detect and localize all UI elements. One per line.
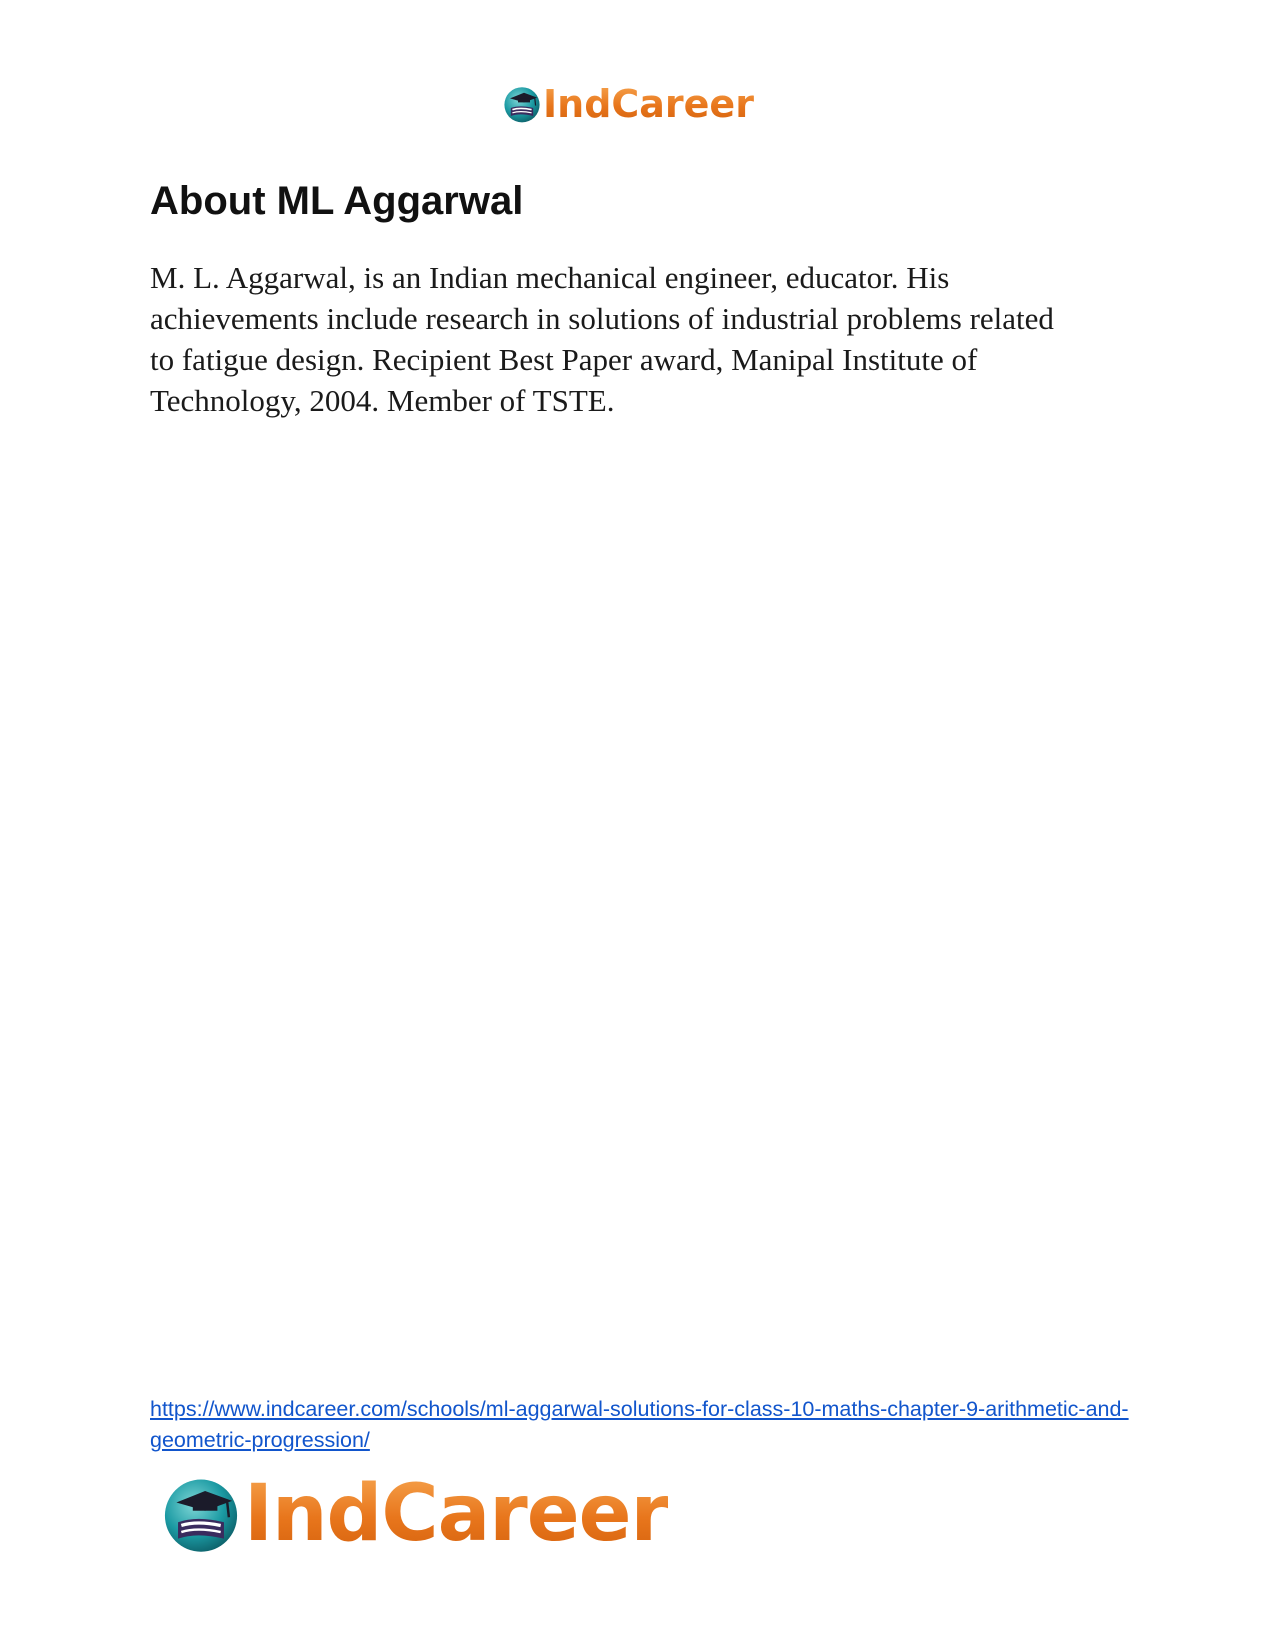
about-paragraph: M. L. Aggarwal, is an Indian mechanical engineer, educator. His achievements include research in solutions of industrial problems related to fatigue design. Recipient Best Paper award, Manipal Institute of Technology, 2004. Member of TSTE.	[150, 260, 1054, 418]
logo-icon	[160, 1473, 242, 1555]
logo-wordmark: IndCareer	[244, 1469, 668, 1559]
page-title: About ML Aggarwal	[150, 179, 524, 223]
logo-icon	[502, 84, 542, 124]
source-link[interactable]: https://www.indcareer.com/schools/ml-aggarwal-solutions-for-class-10-maths-chapter-9-arithmetic-and-geometric-progression/	[150, 1397, 1129, 1452]
footer-logo	[160, 1469, 668, 1559]
header-logo	[502, 82, 754, 126]
logo-wordmark: IndCareer	[543, 82, 754, 126]
